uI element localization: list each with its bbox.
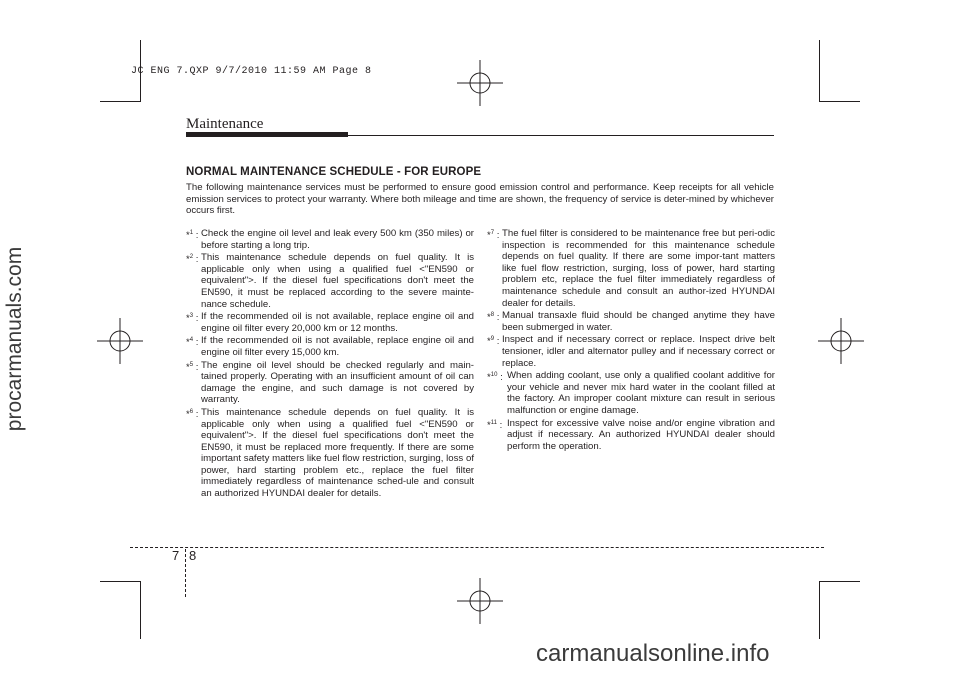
bottom-watermark: carmanualsonline.info (536, 640, 770, 667)
footnote: *$^7$ : The fuel filter is considered to be maintenance free but peri-odic inspection is recommended for this maintenance schedule depends on fuel quality. If there are some impor-tant matters like fuel flow restriction, surging, loss of power, hard starting problem etc, replace the fuel filter immediately regardless of maintenance schedule and consult an author-ized HYUNDAI dealer for details. (487, 228, 775, 309)
side-watermark-text: procarmanuals.com (3, 246, 26, 432)
footnote-text: Check the engine oil level and leak every 500 km (350 miles) or before starting a long trip. (201, 228, 474, 251)
crop-mark (819, 40, 820, 102)
footnote-star: * (186, 361, 190, 373)
footnote-star: * (487, 419, 491, 431)
registration-mark-icon (97, 318, 143, 364)
registration-mark-icon (457, 578, 503, 624)
footnote-number: 1 (189, 230, 194, 236)
footnote-number: 2 (189, 254, 194, 261)
crop-mark (819, 581, 820, 639)
footnote-number: 11 (490, 419, 497, 426)
footnote: *$^5$ : The engine oil level should be checked regularly and main-tained properly. Operating with an insufficient amount of oil can damage the engine, and such damage is not covered by warranty. (186, 359, 474, 406)
footnote: *$^2$ : This maintenance schedule depends on fuel quality. It is applicable only when using a qualified fuel <"EN590 or equivalent">. If the diesel fuel specifications don't meet the EN590, it must be replaced according to the severe mainte-nance schedule. (186, 252, 474, 310)
footnote: *$^{11}$ : Inspect for excessive valve noise and/or engine vibration and adjust if necessary. An authorized HYUNDAI dealer should perform the operation. (487, 417, 775, 452)
crop-mark (819, 101, 860, 102)
footnote-text: This maintenance schedule depends on fuel quality. It is applicable only when using a qualified fuel <"EN590 or equivalent">. If the diesel fuel specifications don't meet the EN590, it must be replaced according to the severe mainte-nance schedule. (201, 252, 474, 310)
footnote-text: If the recommended oil is not available, replace engine oil and engine oil filter every 15,000 km. (201, 335, 474, 358)
footnote-star: * (487, 372, 491, 384)
footnote-text: If the recommended oil is not available, replace engine oil and engine oil filter every 20,000 km or 12 months. (201, 311, 474, 334)
footnote: *$^4$ : If the recommended oil is not available, replace engine oil and engine oil filter every 15,000 km. (186, 335, 474, 358)
footnote-number: 4 (189, 337, 194, 344)
footnote-star: * (186, 337, 190, 349)
footnote-text: The engine oil level should be checked regularly and main-tained properly. Operating with an insufficient amount of oil can damage the engine, and such damage is not covered by warranty. (201, 359, 474, 406)
footnote-star: * (186, 254, 190, 266)
page-number-divider (185, 549, 186, 597)
footnote-star: * (186, 313, 190, 325)
notes-column-left (186, 228, 474, 501)
header-tab-bar (186, 132, 348, 137)
notes-column-right (487, 228, 775, 453)
footnote-number: 9 (490, 336, 495, 343)
crop-mark (100, 581, 141, 582)
footnote-text: When adding coolant, use only a qualified coolant additive for your vehicle and never mix hard water in the coolant filled at the factory. An improper coolant mixture can result in serious malfunction or engine damage. (507, 370, 775, 416)
footnote-star: * (186, 230, 190, 241)
registration-mark-icon (457, 60, 503, 106)
footnote-star: * (487, 312, 491, 324)
footnote-text: Inspect for excessive valve noise and/or engine vibration and adjust if necessary. An authorized HYUNDAI dealer should perform the operation. (507, 417, 775, 452)
footnote-number: 6 (189, 408, 194, 415)
intro-paragraph: The following maintenance services must be performed to ensure good emission control and performance. Keep receipts for all vehicle emission services to protect your warranty. Where both mileage and time are shown, the frequency of service is deter-mined by whichever occurs first. (186, 182, 774, 217)
crop-mark (819, 581, 860, 582)
footnote: *$^9$ : Inspect and if necessary correct or replace. Inspect drive belt tensioner, idler and alternator pulley and if necessary correct or replace. (487, 334, 775, 369)
footnote-number: 3 (189, 313, 194, 320)
side-watermark (0, 0, 30, 678)
footnote-number: 10 (490, 372, 498, 379)
footnote: *$^{10}$ : When adding coolant, use only a qualified coolant additive for your vehicle and never mix hard water in the coolant filled at the factory. An improper coolant mixture can result in serious malfunction or engine damage. (487, 370, 775, 416)
footnote: *$^1$ : Check the engine oil level and leak every 500 km (350 miles) or before starting a long trip. (186, 228, 474, 251)
footnote-star: * (487, 230, 491, 241)
footnote-number: 8 (490, 312, 495, 319)
footnote-number: 7 (490, 230, 495, 236)
footnote-text: This maintenance schedule depends on fuel quality. It is applicable only when using a qualified fuel <"EN590 or equivalent">. If the diesel fuel specifications don't meet the EN590, it must be replaced more frequently. If there are some important safety matters like fuel flow restriction, surging, loss of power, hard starting problem etc., replace the fuel filter immediately regardless of maintenance sched-ule and consult an authorized HYUNDAI dealer for details. (201, 406, 474, 500)
footnote-star: * (487, 336, 491, 348)
footnote-text: The fuel filter is considered to be maintenance free but peri-odic inspection is recommended for this maintenance schedule depends on fuel quality. If there are some impor-tant matters like fuel flow restriction, surging, loss of power, hard starting problem etc, replace the fuel filter immediately regardless of maintenance schedule and consult an author-ized HYUNDAI dealer for details. (502, 228, 775, 309)
section-title: Maintenance (186, 116, 264, 132)
crop-mark (140, 581, 141, 639)
page-number: 8 (189, 548, 197, 563)
registration-mark-icon (818, 318, 864, 364)
crop-mark (100, 101, 141, 102)
print-slug: JC ENG 7.QXP 9/7/2010 11:59 AM Page 8 (131, 66, 372, 77)
chapter-number: 7 (172, 548, 180, 563)
footnote: *$^6$ : This maintenance schedule depends on fuel quality. It is applicable only when using a qualified fuel <"EN590 or equivalent">. If the diesel fuel specifications don't meet the EN590, it must be replaced more frequently. If there are some important safety matters like fuel flow restriction, surging, loss of power, hard starting problem etc., replace the fuel filter immediately regardless of maintenance sched-ule and consult an authorized HYUNDAI dealer for details. (186, 406, 474, 500)
schedule-heading: NORMAL MAINTENANCE SCHEDULE - FOR EUROPE (186, 166, 482, 178)
footnote-text: Inspect and if necessary correct or replace. Inspect drive belt tensioner, idler and alternator pulley and if necessary correct or replace. (502, 334, 775, 369)
footnote-text: Manual transaxle fluid should be changed anytime they have been submerged in water. (502, 310, 775, 333)
footnote: *$^8$ : Manual transaxle fluid should be changed anytime they have been submerged in water. (487, 310, 775, 333)
footnote: *$^3$ : If the recommended oil is not available, replace engine oil and engine oil filter every 20,000 km or 12 months. (186, 311, 474, 334)
footer-rule (130, 547, 824, 548)
footnote-star: * (186, 408, 190, 420)
footnote-number: 5 (189, 361, 194, 368)
